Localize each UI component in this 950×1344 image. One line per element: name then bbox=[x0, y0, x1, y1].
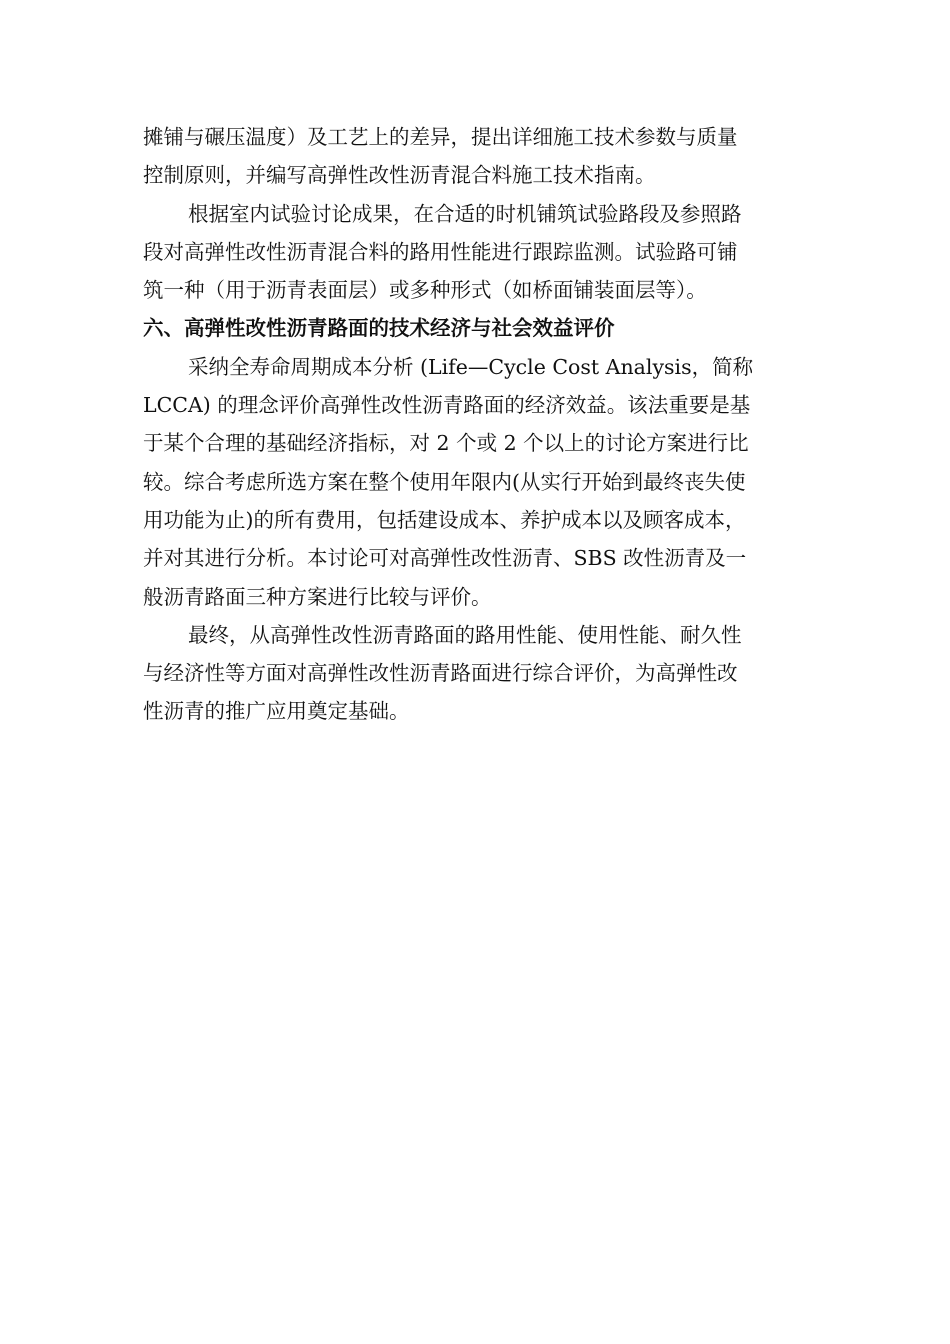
text-line: 用功能为止)的所有费用，包括建设成本、养护成本以及顾客成本， bbox=[143, 507, 746, 532]
text-line: 最终，从高弹性改性沥青路面的路用性能、使用性能、耐久性 bbox=[188, 622, 742, 647]
text-line: 筑一种（用于沥青表面层）或多种形式（如桥面铺装面层等）。 bbox=[143, 278, 707, 303]
paragraph-conclusion bbox=[143, 616, 808, 731]
text-line: 于某个合理的基础经济指标，对 2 个或 2 个以上的讨论方案进行比 bbox=[143, 431, 749, 456]
text-line: 根据室内试验讨论成果，在合适的时机铺筑试验路段及参照路 bbox=[188, 201, 742, 226]
text-line: 采纳全寿命周期成本分析 (Life—Cycle Cost Analysis，简称 bbox=[188, 354, 754, 379]
paragraph-test-road bbox=[143, 195, 808, 310]
text-line: LCCA) 的理念评价高弹性改性沥青路面的经济效益。该法重要是基 bbox=[143, 393, 751, 418]
document-body bbox=[143, 118, 808, 731]
text-line: 般沥青路面三种方案进行比较与评价。 bbox=[143, 584, 492, 609]
text-line: 并对其进行分析。本讨论可对高弹性改性沥青、SBS 改性沥青及一 bbox=[143, 546, 747, 571]
text-line: 与经济性等方面对高弹性改性沥青路面进行综合评价，为高弹性改 bbox=[143, 661, 738, 686]
paragraph-lcca bbox=[143, 348, 808, 616]
text-line: 控制原则，并编写高弹性改性沥青混合料施工技术指南。 bbox=[143, 163, 656, 188]
section-heading: 六、高弹性改性沥青路面的技术经济与社会效益评价 bbox=[143, 316, 615, 341]
text-line: 较。综合考虑所选方案在整个使用年限内(从实行开始到最终丧失使 bbox=[143, 469, 746, 494]
text-line: 性沥青的推广应用奠定基础。 bbox=[143, 699, 410, 724]
paragraph-construction-guide bbox=[143, 118, 808, 195]
text-line: 段对高弹性改性沥青混合料的路用性能进行跟踪监测。试验路可铺 bbox=[143, 239, 738, 264]
text-line: 摊铺与碾压温度）及工艺上的差异，提出详细施工技术参数与质量 bbox=[143, 125, 738, 149]
